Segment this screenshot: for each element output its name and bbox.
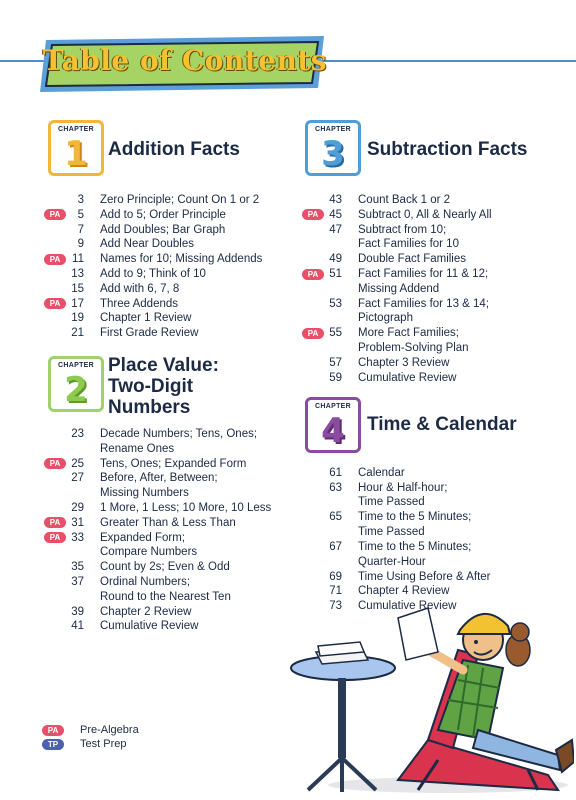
toc-entry xyxy=(58,237,194,252)
toc-entry xyxy=(58,560,230,575)
page-number: 45 xyxy=(329,208,342,221)
entry-title xyxy=(100,297,178,312)
entry-title xyxy=(358,570,491,585)
page-number: 37 xyxy=(71,576,84,588)
toc-entry xyxy=(316,297,489,326)
entry-title xyxy=(100,605,191,620)
entry-title-line: Chapter 2 Review xyxy=(100,605,192,618)
entry-title-line: Decade Numbers; Tens, Ones; xyxy=(100,428,258,440)
page-number: 67 xyxy=(329,541,342,553)
page-number: 49 xyxy=(329,253,342,266)
toc-entry xyxy=(58,252,262,267)
entry-title xyxy=(358,481,447,510)
entry-title-line: Three Addends xyxy=(100,297,179,310)
entry-title xyxy=(100,427,257,456)
entry-title-line: Time Passed xyxy=(358,525,425,538)
chapter-label: CHAPTER xyxy=(315,403,351,410)
toc-entry xyxy=(58,282,179,297)
entry-title xyxy=(100,560,230,575)
entry-title xyxy=(358,510,471,539)
toc-entry xyxy=(316,540,471,569)
entry-title-line: First Grade Review xyxy=(100,327,199,340)
entry-title xyxy=(100,516,236,531)
entry-title-line: Round to the Nearest Ten xyxy=(100,590,231,603)
entry-title-line: Subtract from 10; xyxy=(358,223,447,236)
entry-title xyxy=(100,223,225,238)
entry-title-line: Quarter-Hour xyxy=(358,555,426,568)
pa-tag: PA xyxy=(302,209,324,220)
pa-tag: PA xyxy=(44,254,66,265)
toc-entry xyxy=(58,193,259,208)
entry-title-line: Time to the 5 Minutes; xyxy=(358,511,472,524)
entry-title xyxy=(100,193,259,208)
toc-entry xyxy=(316,510,471,539)
entry-title xyxy=(358,223,459,252)
entry-title xyxy=(100,208,226,223)
entry-title xyxy=(358,356,449,371)
legend-tp-tag: TP xyxy=(42,739,64,750)
page-number: 15 xyxy=(71,282,84,295)
entry-title-line: Fact Families for 13 & 14; xyxy=(358,297,490,310)
toc-entry xyxy=(58,297,178,312)
entry-title-line: Hour & Half-hour; xyxy=(358,481,448,494)
chapter-title-line: Numbers xyxy=(108,397,191,418)
toc-entry xyxy=(58,311,191,326)
entry-title xyxy=(358,540,471,569)
toc-entry xyxy=(316,208,492,223)
chapter-title-line: Place Value: xyxy=(108,355,219,376)
entry-title xyxy=(100,311,191,326)
page-number: 55 xyxy=(329,327,342,340)
page-number: 23 xyxy=(71,428,84,440)
page-number: 13 xyxy=(71,268,84,280)
page-number: 69 xyxy=(329,570,342,583)
entry-title xyxy=(100,531,197,560)
page-number: 3 xyxy=(77,194,84,206)
page-number: 65 xyxy=(329,511,342,524)
page-number: 25 xyxy=(71,457,84,470)
legend-tp-label: Test Prep xyxy=(80,738,127,750)
entry-title-line: Pictograph xyxy=(358,312,413,325)
entry-title xyxy=(358,267,488,296)
entry-title-line: Zero Principle; Count On 1 or 2 xyxy=(100,194,260,206)
entry-title-line: Missing Numbers xyxy=(100,486,189,499)
entry-title xyxy=(358,193,450,208)
page-title: Table of Contents xyxy=(42,44,328,77)
pa-tag: PA xyxy=(302,328,324,339)
page-number: 17 xyxy=(71,297,84,310)
toc-entry xyxy=(58,223,225,238)
toc-entry xyxy=(316,267,488,296)
toc-entry xyxy=(316,252,466,267)
entry-title xyxy=(100,575,231,604)
entry-title-line: Rename Ones xyxy=(100,442,175,455)
entry-title-line: Add Doubles; Bar Graph xyxy=(100,223,226,236)
chapter-1-badge xyxy=(48,120,104,176)
entry-title xyxy=(358,252,466,267)
toc-entry xyxy=(316,356,449,371)
chapter-number: 4 xyxy=(321,411,345,451)
page-number: 39 xyxy=(71,605,84,618)
chapter-label: CHAPTER xyxy=(58,126,94,133)
entry-title-line: Calendar xyxy=(358,467,405,479)
title-banner xyxy=(40,36,330,92)
page-number: 73 xyxy=(329,600,342,613)
chapter-2-badge xyxy=(48,356,104,412)
entry-title-line: Problem-Solving Plan xyxy=(358,341,469,354)
toc-entry xyxy=(58,326,198,341)
chapter-title-line: Time & Calendar xyxy=(367,414,517,435)
page-number: 7 xyxy=(77,223,84,236)
toc-entry xyxy=(58,267,206,282)
man-relaxing-illustration xyxy=(288,590,574,796)
entry-title-line: Add to 9; Think of 10 xyxy=(100,268,206,280)
entry-title xyxy=(358,466,405,481)
page-number: 41 xyxy=(71,620,84,633)
toc-entry xyxy=(316,223,459,252)
chapter-4-title xyxy=(367,414,517,435)
entry-title-line: Add with 6, 7, 8 xyxy=(100,282,180,295)
toc-entry xyxy=(316,371,456,386)
page-number: 11 xyxy=(72,253,84,266)
entry-title-line: Time Passed xyxy=(358,496,425,509)
toc-entry xyxy=(58,501,271,516)
chapter-label: CHAPTER xyxy=(58,362,94,369)
legend-pa-label: Pre-Algebra xyxy=(80,724,139,736)
entry-title-line: Subtract 0, All & Nearly All xyxy=(358,208,492,221)
entry-title-line: More Fact Families; xyxy=(358,327,459,340)
toc-entry xyxy=(58,605,191,620)
entry-title xyxy=(100,501,271,516)
chapter-number: 1 xyxy=(64,134,88,174)
entry-title-line: Time to the 5 Minutes; xyxy=(358,541,472,553)
entry-title xyxy=(100,282,179,297)
toc-entry xyxy=(316,326,469,355)
entry-title xyxy=(100,471,218,500)
page-number: 63 xyxy=(329,481,342,494)
pa-tag: PA xyxy=(44,458,66,469)
entry-title-line: Chapter 3 Review xyxy=(358,356,450,369)
entry-title xyxy=(100,237,194,252)
pa-tag: PA xyxy=(44,517,66,528)
page-number: 71 xyxy=(329,585,342,598)
entry-title xyxy=(358,297,489,326)
page-number: 43 xyxy=(329,194,342,206)
page-number: 61 xyxy=(329,467,342,479)
chapter-3-title xyxy=(367,139,527,160)
page-number: 29 xyxy=(71,502,84,514)
entry-title-line: Greater Than & Less Than xyxy=(100,516,236,529)
entry-title xyxy=(358,326,469,355)
chapter-number: 3 xyxy=(321,134,345,174)
entry-title-line: Add Near Doubles xyxy=(100,238,194,251)
chapter-title-line: Addition Facts xyxy=(108,139,240,160)
page-number: 57 xyxy=(329,356,342,369)
entry-title xyxy=(100,619,198,634)
toc-entry xyxy=(58,457,246,472)
entry-title-line: Add to 5; Order Principle xyxy=(100,208,226,221)
pa-tag: PA xyxy=(44,209,66,220)
entry-title-line: Chapter 4 Review xyxy=(358,585,450,598)
toc-entry xyxy=(58,427,257,456)
entry-title xyxy=(358,371,456,386)
page-number: 9 xyxy=(77,238,84,251)
entry-title-line: Fact Families for 11 & 12; xyxy=(358,268,489,280)
toc-entry xyxy=(58,516,236,531)
page-number: 53 xyxy=(329,297,342,310)
chapter-title-line: Subtraction Facts xyxy=(367,139,528,160)
entry-title-line: Time Using Before & After xyxy=(358,570,491,583)
entry-title-line: Ordinal Numbers; xyxy=(100,576,191,588)
toc-entry xyxy=(316,570,491,585)
page-number: 51 xyxy=(329,268,342,280)
toc-entry xyxy=(58,208,226,223)
entry-title-line: Compare Numbers xyxy=(100,546,198,559)
entry-title xyxy=(100,252,262,267)
page-number: 59 xyxy=(329,371,342,384)
toc-entry xyxy=(316,466,405,481)
entry-title-line: Tens, Ones; Expanded Form xyxy=(100,457,247,470)
toc-entry xyxy=(58,619,198,634)
page-number: 27 xyxy=(71,472,84,485)
entry-title-line: Names for 10; Missing Addends xyxy=(100,253,263,266)
chapter-number: 2 xyxy=(64,370,88,410)
entry-title-line: Missing Addend xyxy=(358,282,440,295)
entry-title-line: Fact Families for 10 xyxy=(358,238,459,251)
entry-title xyxy=(100,267,206,282)
chapter-1-title xyxy=(108,139,240,160)
page-number: 33 xyxy=(71,531,84,544)
entry-title-line: Cumulative Review xyxy=(358,600,457,613)
chapter-3-badge xyxy=(305,120,361,176)
toc-entry xyxy=(316,481,447,510)
pa-tag: PA xyxy=(302,269,324,280)
toc-entry xyxy=(316,193,450,208)
page-number: 19 xyxy=(71,312,84,325)
toc-entry xyxy=(58,471,218,500)
chapter-title-line: Two-Digit xyxy=(108,376,194,397)
entry-title-line: 1 More, 1 Less; 10 More, 10 Less xyxy=(100,502,272,514)
toc-entry xyxy=(58,531,197,560)
chapter-label: CHAPTER xyxy=(315,126,351,133)
page-number: 21 xyxy=(71,327,84,340)
entry-title-line: Expanded Form; xyxy=(100,531,186,544)
pa-tag: PA xyxy=(44,298,66,309)
pa-tag: PA xyxy=(44,532,66,543)
entry-title-line: Cumulative Review xyxy=(358,371,457,384)
chapter-2-title xyxy=(108,355,219,418)
entry-title xyxy=(100,457,246,472)
entry-title-line: Chapter 1 Review xyxy=(100,312,192,325)
entry-title-line: Count by 2s; Even & Odd xyxy=(100,561,230,574)
page-number: 47 xyxy=(329,223,342,236)
legend-pa-tag: PA xyxy=(42,725,64,736)
entry-title-line: Count Back 1 or 2 xyxy=(358,194,451,206)
page-number: 5 xyxy=(77,208,84,221)
entry-title xyxy=(358,208,492,223)
entry-title-line: Double Fact Families xyxy=(358,253,467,266)
page-number: 31 xyxy=(71,516,84,529)
page-number: 35 xyxy=(71,561,84,574)
entry-title-line: Cumulative Review xyxy=(100,620,199,633)
toc-entry xyxy=(58,575,231,604)
entry-title-line: Before, After, Between; xyxy=(100,472,218,485)
entry-title xyxy=(100,326,198,341)
chapter-4-badge xyxy=(305,397,361,453)
